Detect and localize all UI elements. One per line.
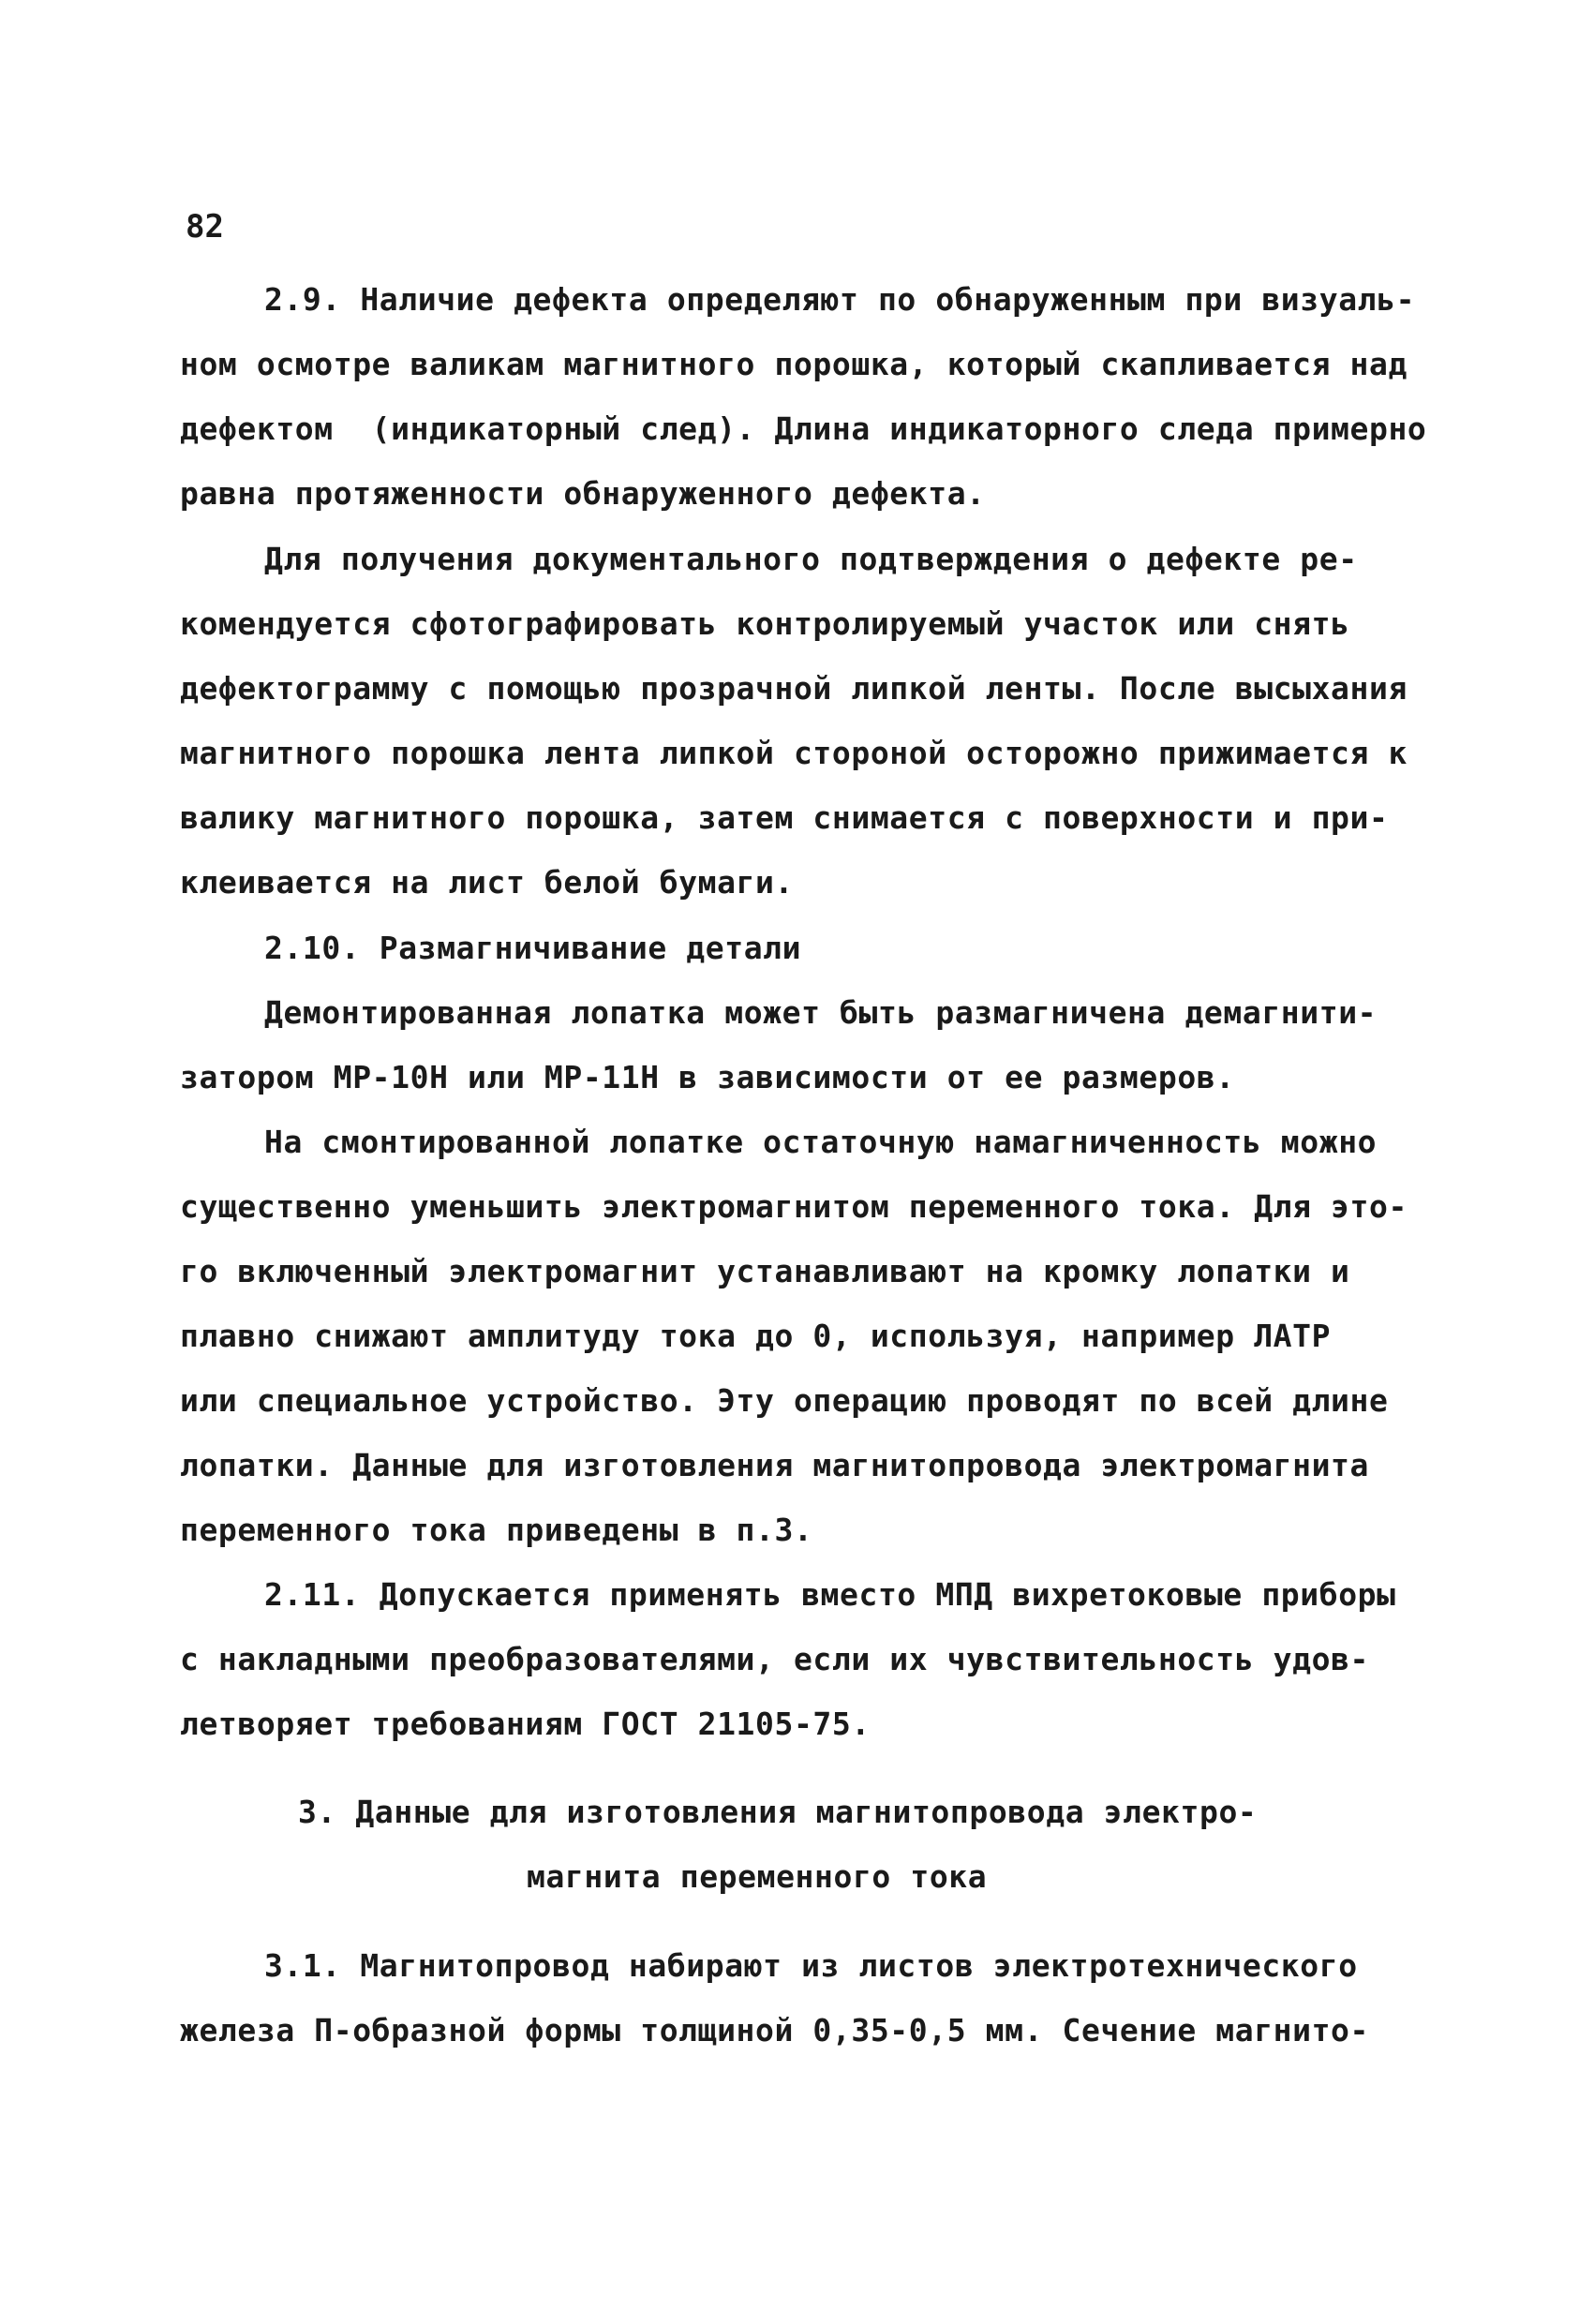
text-line: комендуется сфотографировать контролируемый участок или снять — [180, 605, 1350, 642]
text-line: или специальное устройство. Эту операцию проводят по всей длине — [180, 1382, 1389, 1419]
text-line: 2.11. Допускается применять вместо МПД вихретоковые приборы — [264, 1576, 1396, 1613]
text-line: железа П-образной формы толщиной 0,35-0,5 мм. Сечение магнито- — [180, 2012, 1369, 2048]
text-line: лопатки. Данные для изготовления магнитопровода электромагнита — [180, 1447, 1369, 1483]
text-line: ном осмотре валикам магнитного порошка, который скапливается над — [180, 346, 1408, 382]
page-number: 82 — [186, 208, 224, 246]
text-line: существенно уменьшить электромагнитом переменного тока. Для это- — [180, 1188, 1408, 1225]
section-heading: 3. Данные для изготовления магнитопровода электро- — [298, 1794, 1258, 1830]
text-line: равна протяженности обнаруженного дефекта. — [180, 475, 986, 512]
text-line: плавно снижают амплитуду тока до 0, используя, например ЛАТР — [180, 1318, 1332, 1354]
text-line: 2.9. Наличие дефекта определяют по обнаруженным при визуаль- — [264, 281, 1416, 318]
text-line: Для получения документального подтверждения о дефекте ре- — [264, 541, 1358, 577]
text-line: переменного тока приведены в п.3. — [180, 1512, 813, 1548]
text-line: дефектограмму с помощью прозрачной липкой ленты. После высыхания — [180, 670, 1408, 707]
section-heading: магнита переменного тока — [527, 1858, 988, 1895]
text-line: затором МР-10Н или МР-11Н в зависимости от ее размеров. — [180, 1059, 1235, 1095]
text-line: магнитного порошка лента липкой стороной осторожно прижимается к — [180, 735, 1408, 771]
text-line: с накладными преобразователями, если их чувствительность удов- — [180, 1641, 1369, 1677]
text-line: клеивается на лист белой бумаги. — [180, 864, 794, 901]
text-line: На смонтированной лопатке остаточную намагниченность можно — [264, 1124, 1378, 1160]
text-line: дефектом (индикаторный след). Длина индикаторного следа примерно — [180, 410, 1427, 447]
text-line: 3.1. Магнитопровод набирают из листов электротехнического — [264, 1947, 1358, 1984]
text-line: валику магнитного порошка, затем снимается с поверхности и при- — [180, 799, 1389, 836]
text-line: Демонтированная лопатка может быть размагничена демагнити- — [264, 994, 1378, 1031]
text-line: летворяет требованиям ГОСТ 21105-75. — [180, 1706, 871, 1742]
section-title: 2.10. Размагничивание детали — [264, 930, 802, 966]
text-line: го включенный электромагнит устанавливают на кромку лопатки и — [180, 1253, 1350, 1289]
